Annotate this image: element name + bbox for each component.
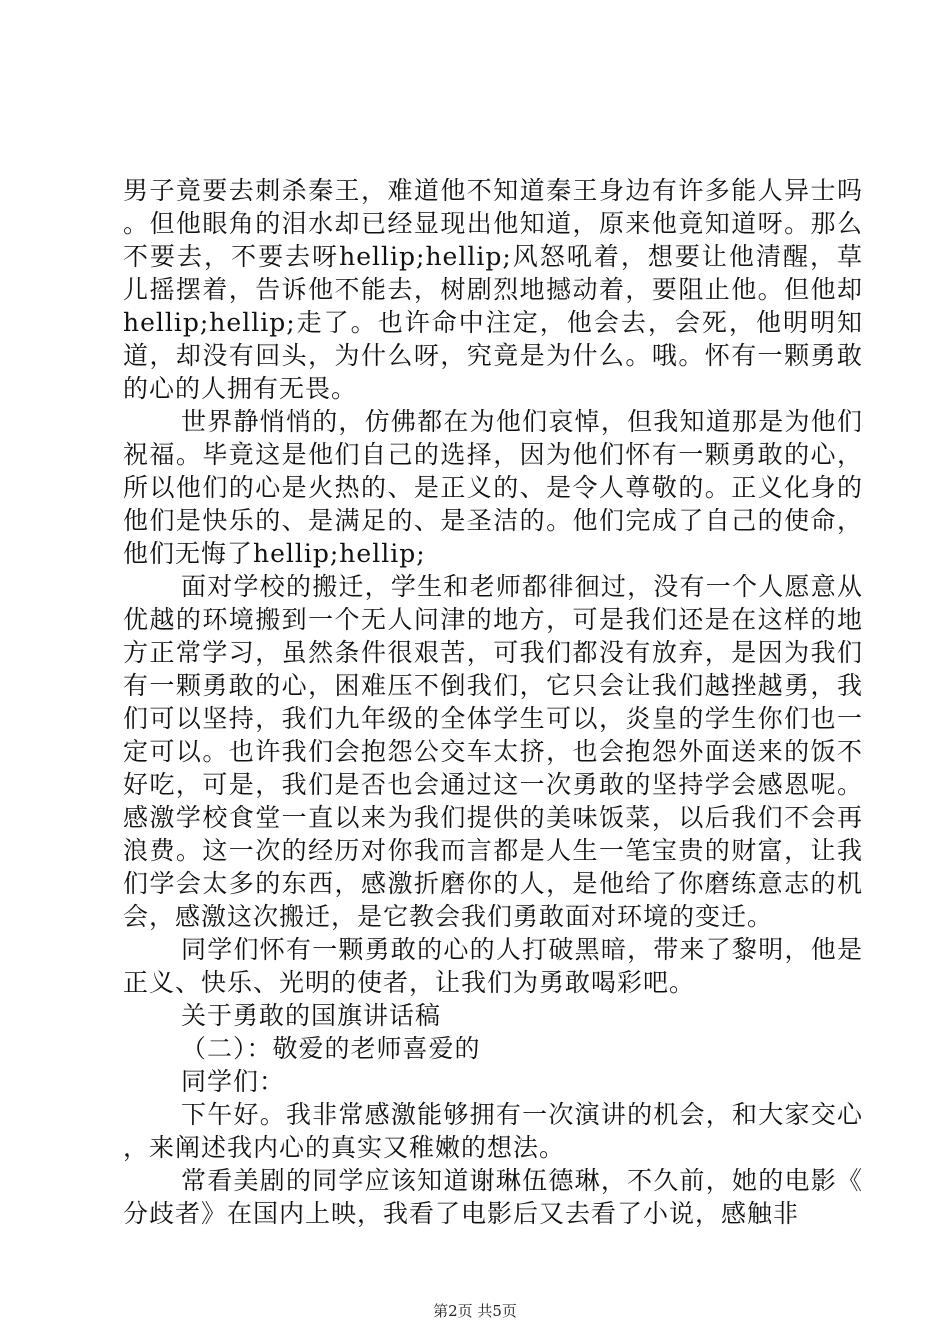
salutation: 同学们： <box>181 1067 286 1096</box>
paragraph-3: 面对学校的搬迁，学生和老师都徘徊过，没有一个人愿意从优越的环境搬到一个无人问津的地方，可是我们还是在这样的地方正常学习，虽然条件很艰苦，可我们都没有放弃，是因为我们有一颗勇敢的心，困难压不倒我们，它只会让我们越挫越勇，我们可以坚持，我们九年级的全体学生可以，炎皇的学生你们也一定可以。也许我们会抱怨公交车太挤，也会抱怨外面送来的饭不好吃，可是，我们是否也会通过这一次勇敢的坚持学会感恩呢。感激学校食堂一直以来为我们提供的美味饭菜，以后我们不会再浪费。这一次的经历对你我而言都是人生一笔宝贵的财富，让我们学会太多的东西，感激折磨你的人，是他给了你磨练意志的机会，感激这次搬迁，是它教会我们勇敢面对环境的变迁。 <box>123 572 863 931</box>
paragraph-last: 常看美剧的同学应该知道谢琳伍德琳，不久前，她的电影《分歧者》在国内上映，我看了电影后又去看了小说，感触非 <box>123 1166 863 1228</box>
paragraph-4: 同学们怀有一颗勇敢的心的人打破黑暗，带来了黎明，他是正义、快乐、光明的使者，让我们为勇敢喝彩吧。 <box>123 935 863 997</box>
document-body <box>123 174 863 1230</box>
speech-title: 关于勇敢的国旗讲话稿 <box>181 1001 442 1030</box>
speech-subtitle: （二）：敬爱的老师喜爱的 <box>181 1034 481 1063</box>
paragraph-greeting: 下午好。我非常感激能够拥有一次演讲的机会，和大家交心，来阐述我内心的真实又稚嫩的想法。 <box>123 1100 863 1162</box>
paragraph-1: 男子竟要去刺杀秦王，难道他不知道秦王身边有许多能人异士吗。但他眼角的泪水却已经显现出他知道，原来他竟知道呀。那么不要去，不要去呀hellip;hellip;风怒吼着，想要让他清醒，草儿摇摆着，告诉他不能去，树剧烈地撼动着，要阻止他。但他却hellip;hellip;走了。也许命中注定，他会去，会死，他明明知道，却没有回头，为什么呀，究竟是为什么。哦。怀有一颗勇敢的心的人拥有无畏。 <box>123 176 863 403</box>
page-footer: 第2页 共5页 <box>433 1302 517 1320</box>
paragraph-2: 世界静悄悄的，仿佛都在为他们哀悼，但我知道那是为他们祝福。毕竟这是他们自己的选择，因为他们怀有一颗勇敢的心，所以他们的心是火热的、是正义的、是令人尊敬的。正义化身的他们是快乐的、是满足的、是圣洁的。他们完成了自己的使命，他们无悔了hellip;hellip; <box>123 407 863 568</box>
